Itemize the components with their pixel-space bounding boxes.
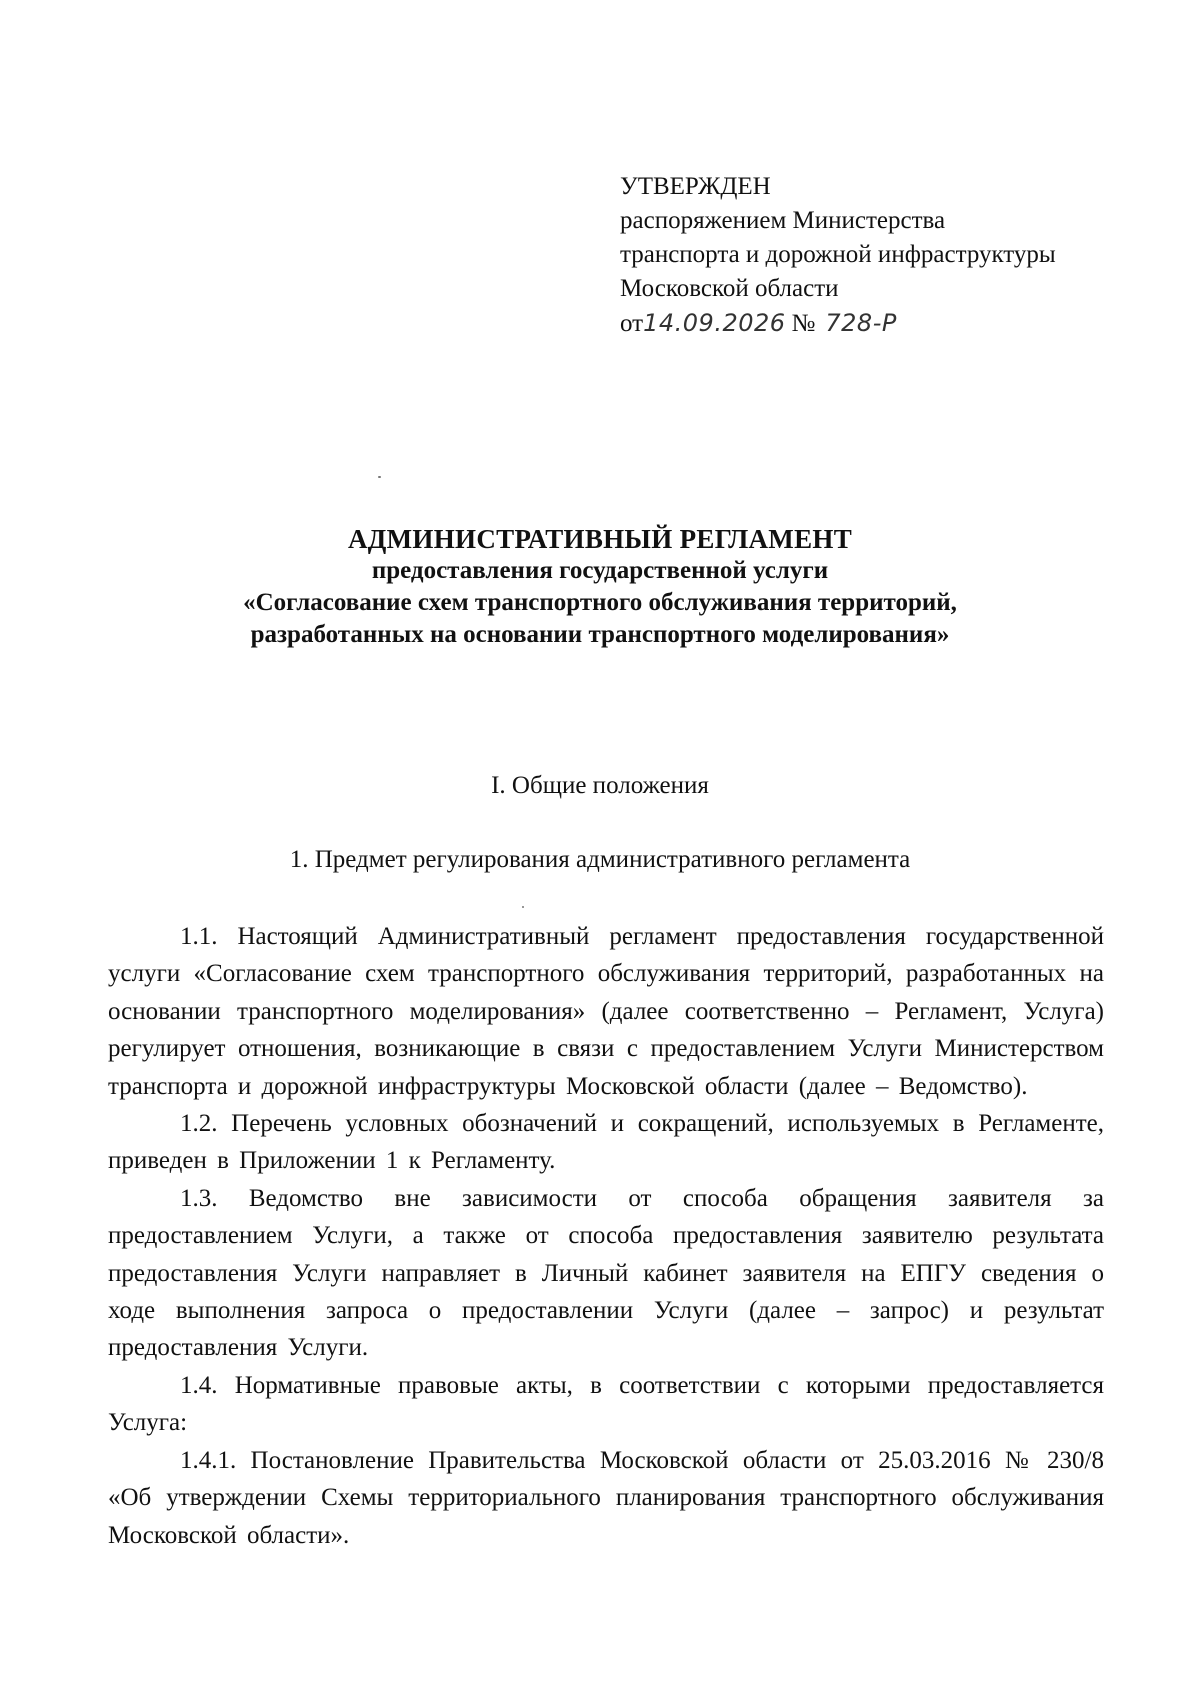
section-heading: I. Общие положения <box>491 772 709 799</box>
approval-stamp <box>620 170 1140 341</box>
title-line-4: разработанных на основании транспортного моделирования» <box>250 621 950 648</box>
scan-speck <box>378 476 381 478</box>
approval-line-1: распоряжением Министерства <box>620 207 946 234</box>
title-main: АДМИНИСТРАТИВНЫЙ РЕГЛАМЕНТ <box>347 524 853 554</box>
paragraph-1-4-1: 1.4.1. Постановление Правительства Московской области от 25.03.2016 № 230/8 «Об утверждении Схемы территориального планирования транспортного обслуживания Московской области». <box>108 1446 1104 1549</box>
document-title <box>60 523 1140 651</box>
approval-date-line <box>620 306 1140 341</box>
title-line-3: «Согласование схем транспортного обслуживания территорий, <box>243 589 957 616</box>
handwritten-number: 728-Р <box>825 309 897 337</box>
paragraph-1-3: 1.3. Ведомство вне зависимости от способа обращения заявителя за предоставлением Услуги, а также от способа предоставления заявителю результата предоставления Услуги направляет в Личный кабинет заявителя на ЕПГУ сведения о ходе выполнения запроса о предоставлении Услуги (далее – запрос) и результат предоставления Услуги. <box>108 1184 1104 1362</box>
handwritten-date: 14.09.2026 <box>643 309 786 337</box>
date-prefix: от <box>620 310 644 337</box>
approval-heading: УТВЕРЖДЕН <box>620 173 771 200</box>
approval-line-2: транспорта и дорожной инфраструктуры <box>620 241 1056 268</box>
subsection-heading: 1. Предмет регулирования административного регламента <box>289 846 911 873</box>
body-text <box>108 918 1104 1554</box>
paragraph-1-1: 1.1. Настоящий Административный регламент предоставления государственной услуги «Согласование схем транспортного обслуживания территорий, разработанных на основании транспортного моделирования» (далее соответственно – Регламент, Услуга) регулирует отношения, возникающие в связи с предоставлением Услуги Министерством транспорта и дорожной инфраструктуры Московской области (далее – Ведомство). <box>108 923 1104 1100</box>
title-line-2: предоставления государственной услуги <box>371 557 829 584</box>
paragraph-1-4: 1.4. Нормативные правовые акты, в соответствии с которыми предоставляется Услуга: <box>108 1371 1104 1437</box>
scan-speck <box>522 906 524 908</box>
paragraph-1-2: 1.2. Перечень условных обозначений и сокращений, используемых в Регламенте, приведен в Приложении 1 к Регламенту. <box>108 1110 1104 1175</box>
approval-line-3: Московской области <box>620 275 839 302</box>
number-sign: № <box>791 310 816 337</box>
